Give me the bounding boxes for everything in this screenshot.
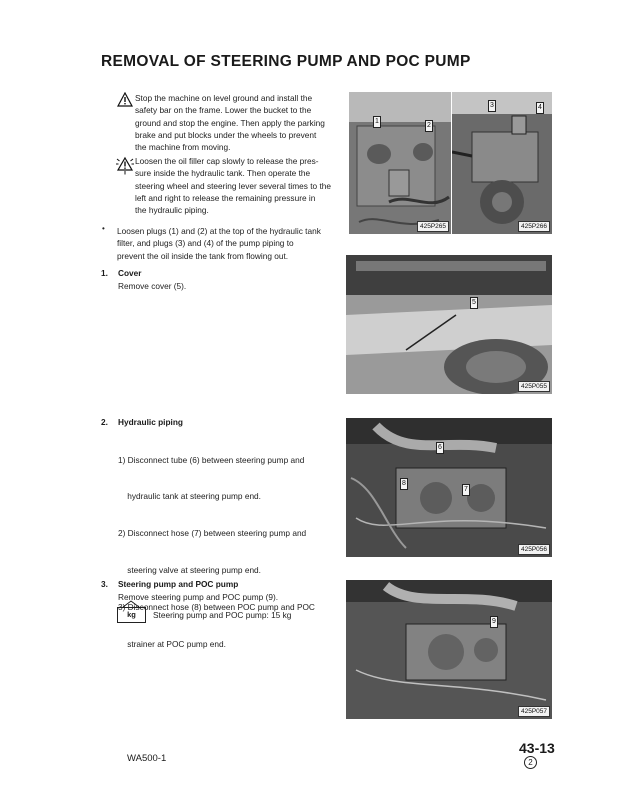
callout-7: 7 bbox=[462, 484, 470, 496]
photo-hydraulic-tank-plugs bbox=[349, 92, 451, 234]
step-3-heading: Steering pump and POC pump bbox=[118, 579, 239, 589]
step-2-heading: Hydraulic piping bbox=[118, 417, 183, 427]
pressure-warning-icon bbox=[115, 155, 135, 175]
kg-label: kg bbox=[117, 607, 146, 623]
revision-badge: 2 bbox=[524, 756, 537, 769]
step-2-number: 2. bbox=[101, 417, 108, 427]
bullet-marker: • bbox=[102, 224, 105, 233]
step-1-number: 1. bbox=[101, 268, 108, 278]
callout-8: 8 bbox=[400, 478, 408, 490]
photo-pump-piping-plugs bbox=[452, 92, 552, 234]
callout-1: 1 bbox=[373, 116, 381, 128]
step-2-text: 1) Disconnect tube (6) between steering pump and hydraulic tank at steering pump end. 2) Disconnect hose (7) between steering pump and steering valve at steering pump end. 3) Disconnect hose (8) between POC pump and POC strainer at POC pump end. bbox=[118, 454, 315, 650]
warning-triangle-icon bbox=[117, 92, 133, 107]
photo-code: 425P057 bbox=[518, 706, 550, 717]
bullet-note-text: Loosen plugs (1) and (2) at the top of the hydraulic tank filter, and plugs (3) and (4) of the pump piping to prevent the oil inside the tank from flowing out. bbox=[117, 226, 321, 261]
step-1-text: Remove cover (5). bbox=[118, 281, 187, 291]
page-title: REMOVAL OF STEERING PUMP AND POC PUMP bbox=[101, 53, 471, 70]
photo-code: 425P056 bbox=[518, 544, 550, 555]
weight-text: Steering pump and POC pump: 15 kg bbox=[153, 610, 292, 620]
page-number: 43-13 bbox=[519, 740, 555, 756]
callout-5: 5 bbox=[470, 297, 478, 309]
footer-model: WA500-1 bbox=[127, 753, 167, 764]
step-3-number: 3. bbox=[101, 579, 108, 589]
photo-steering-and-poc-pump bbox=[346, 580, 552, 719]
step-3-text: Remove steering pump and POC pump (9). bbox=[118, 592, 279, 602]
step-1-heading: Cover bbox=[118, 268, 142, 278]
photo-code: 425P265 bbox=[417, 221, 449, 232]
photo-cover bbox=[346, 255, 552, 394]
callout-6: 6 bbox=[436, 442, 444, 454]
callout-2: 2 bbox=[425, 120, 433, 132]
warning-text-2: Loosen the oil filler cap slowly to release the pres- sure inside the hydraulic tank. Then operate the steering wheel and steering lever several times to the left and right to release the remaining pressure in the hydraulic piping. bbox=[135, 156, 332, 216]
callout-9: 9 bbox=[490, 616, 498, 628]
photo-code: 425P055 bbox=[518, 381, 550, 392]
warning-text-1: Stop the machine on level ground and install the safety bar on the frame. Lower the bucket to the ground and stop the engine. Then apply the parking brake and put blocks under the wheels to prevent the machine from moving. bbox=[135, 93, 325, 153]
photo-code: 425P266 bbox=[518, 221, 550, 232]
callout-3: 3 bbox=[488, 100, 496, 112]
callout-4: 4 bbox=[536, 102, 544, 114]
photo-hydraulic-piping bbox=[346, 418, 552, 557]
